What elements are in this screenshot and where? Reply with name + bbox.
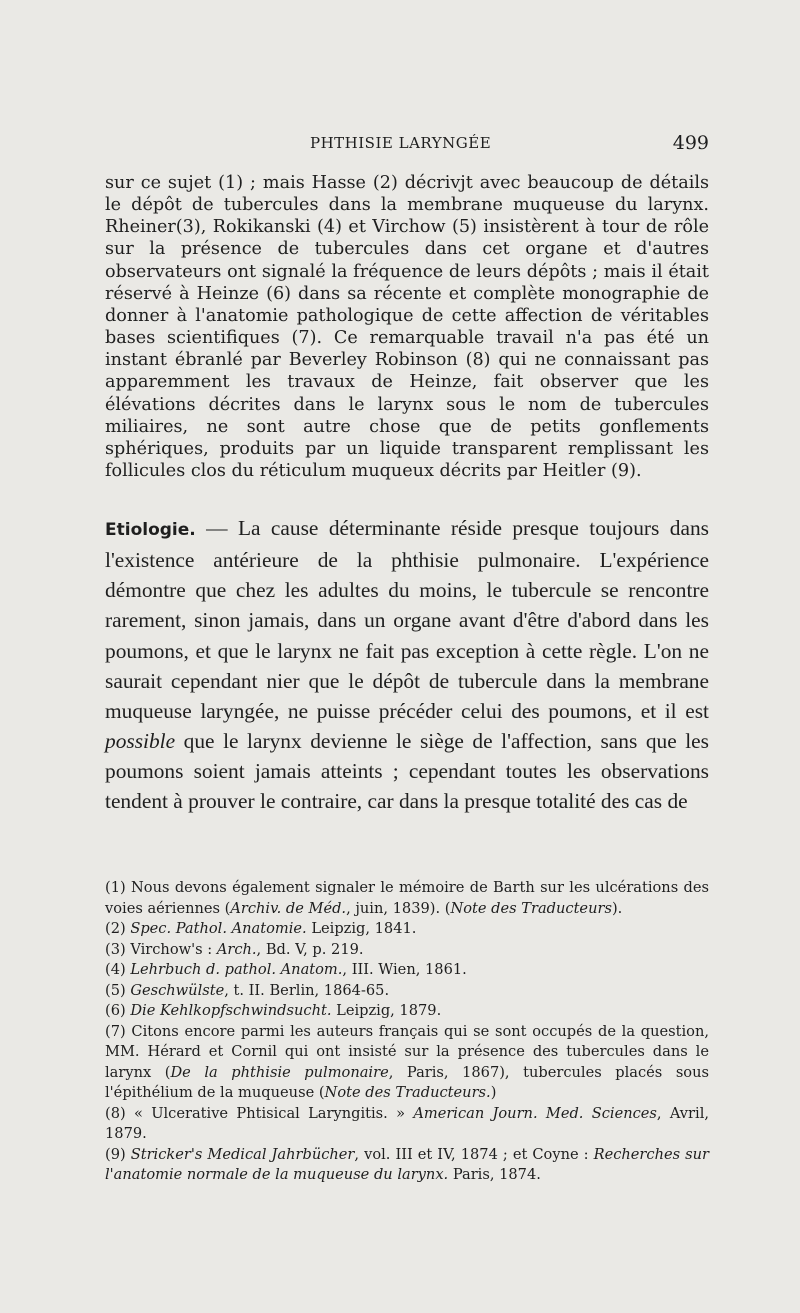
footnote-number: (1) <box>105 879 126 896</box>
footnote-text: Virchow's : <box>125 940 217 958</box>
footnote-text: , vol. III et IV, 1874 ; et Coyne : <box>354 1145 594 1163</box>
footnote <box>105 981 709 1002</box>
footnote-text: , t. II. Berlin, 1864-65. <box>224 981 390 999</box>
footnote-number: (3) <box>105 940 126 958</box>
footnote-number: (8) <box>105 1104 126 1122</box>
footnote <box>105 1145 709 1186</box>
footnote-text: Nous devons également signaler le mémoire de Barth sur les ulcérations des voies aériennes ( <box>105 879 709 917</box>
paragraph-text: — La cause déterminante réside presque toujours dans l'existence antérieure de la phthisie pulmonaire. L'expérience démontre que chez les adultes du moins, le tubercule se rencontre rarement, sinon jamais, dans un organe avant d'être d'abord dans les poumons, et que le larynx ne fait pas exception à cette règle. L'on ne saurait cependant nier que le dépôt de tubercule dans la membrane muqueuse laryngée, ne puisse précéder celui des poumons, et il est <box>105 516 709 723</box>
footnote-text: ) <box>490 1084 497 1101</box>
footnote-citation: Geschwülste <box>130 981 225 999</box>
page-header <box>105 132 709 158</box>
footnote-text: Citons encore parmi les auteurs français qui se sont occupés de la question, MM. Hérard et Cornil qui ont insisté sur la présence des tubercules dans le larynx ( <box>105 1022 709 1081</box>
emphasis-text: possible <box>105 729 176 754</box>
footnote-text: , juin, 1839). ( <box>346 899 451 917</box>
page-number: 499 <box>672 132 709 154</box>
footnote-citation: Stricker's Medical Jahrbücher <box>130 1145 355 1163</box>
footnote-number: (6) <box>105 1002 126 1019</box>
footnote-text: , Bd. V, p. 219. <box>256 940 364 958</box>
footnote-number: (4) <box>105 961 126 978</box>
running-title: PHTHISIE LARYNGÉE <box>310 134 492 152</box>
footnote-citation: Note des Traducteurs <box>450 899 612 917</box>
footnote <box>105 1001 709 1022</box>
footnotes <box>105 878 709 1186</box>
footnote <box>105 1022 709 1104</box>
footnote-number: (5) <box>105 981 126 999</box>
section-heading: Etiologie. <box>105 520 196 540</box>
footnote-text: , Paris, 1867), tubercules placés sous l'épithélium de la muqueuse ( <box>105 1063 709 1101</box>
footnote <box>105 940 709 961</box>
footnote-number: (9) <box>105 1145 126 1163</box>
footnote <box>105 919 709 940</box>
footnote-number: (7) <box>105 1022 126 1040</box>
footnote-citation: Lehrbuch d. pathol. Anatom. <box>130 961 343 978</box>
footnote-text: ). <box>611 899 623 917</box>
footnote-citation: American Journ. Med. Sciences <box>413 1104 657 1122</box>
footnote-citation: Note des Traducteurs. <box>324 1084 491 1101</box>
body-paragraph-etiologie <box>105 513 709 817</box>
paragraph-text: que le larynx devienne le siège de l'affection, sans que les poumons soient jamais atteints ; cependant toutes les observations tendent à prouver le contraire, car dans la presque totalité des cas de <box>105 729 709 814</box>
footnote-citation: Die Kehlkopfschwindsucht. <box>130 1002 332 1019</box>
footnote-text: « Ulcerative Phtisical Laryngitis. » <box>125 1104 414 1122</box>
body-paragraph-1: sur ce sujet (1) ; mais Hasse (2) décrivjt avec beaucoup de détails le dépôt de tubercules dans la membrane muqueuse du larynx. Rheiner(3), Rokikanski (4) et Virchow (5) insistèrent à tour de rôle sur la présence de tubercules dans cet organe et d'autres observateurs ont signalé la fréquence de leurs dépôts ; mais il était réservé à Heinze (6) dans sa récente et complète monographie de donner à l'anatomie pathologique de cette affection de véritables bases scientifiques (7). Ce remarquable travail n'a pas été un instant ébranlé par Beverley Robinson (8) qui ne connaissant pas apparemment les travaux de Heinze, fait observer que les élévations décrites dans le larynx sous le nom de tubercules miliaires, ne sont autre chose que de petits gonflements sphériques, produits par un liquide transparent remplissant les follicules clos du réticulum muqueux décrits par Heitler (9). <box>105 173 709 482</box>
footnote <box>105 960 709 981</box>
footnote-text: , Avril, 1879. <box>105 1104 709 1142</box>
footnote-citation: Spec. Pathol. Anatomie. <box>130 920 307 937</box>
footnote-text: Leipzig, 1841. <box>306 920 417 937</box>
footnote-text: Paris, 1874. <box>448 1166 541 1183</box>
footnote-citation: Arch. <box>216 940 257 958</box>
footnote-text: , III. Wien, 1861. <box>342 961 467 978</box>
footnote-text: Leipzig, 1879. <box>331 1002 442 1019</box>
footnote <box>105 878 709 919</box>
footnote-citation: De la phthisie pulmonaire <box>170 1063 389 1081</box>
footnote-citation: Archiv. de Méd. <box>230 899 347 917</box>
footnote-number: (2) <box>105 920 126 937</box>
footnote <box>105 1104 709 1145</box>
footnote-citation: Recherches sur l'anatomie normale de la muqueuse du larynx. <box>105 1145 709 1183</box>
